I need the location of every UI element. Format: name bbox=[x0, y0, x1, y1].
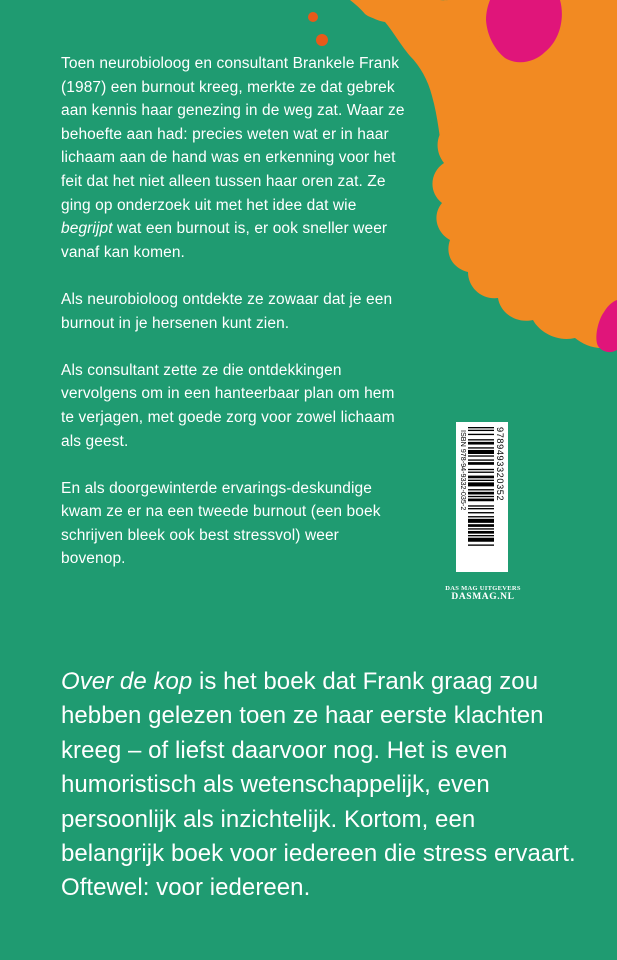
barcode-bar bbox=[468, 524, 494, 527]
blurb-p1-text-a: Toen neurobioloog en consultant Brankele Frank (1987) een burnout kreeg, merkte ze dat gebrek aan kennis haar genezing in de weg zat. Waar ze behoefte aan had: precies weten wat er in haar lichaam aan de hand was en erkenning voor het feit dat het niet alleen tussen haar oren zat. Ze ging op onderzoek uit met het idee dat wie bbox=[61, 55, 405, 214]
barcode-bar bbox=[468, 459, 494, 460]
barcode-bar bbox=[468, 476, 494, 479]
blurb-text bbox=[61, 52, 406, 595]
blurb-paragraph-4: En als doorgewinterde ervarings-deskundige kwam ze er na een tweede burnout (een boek schrijven bleek ook best stressvol) weer bovenop. bbox=[61, 479, 381, 568]
barcode-bar bbox=[468, 505, 494, 506]
orange-dots bbox=[308, 12, 328, 46]
barcode-bar bbox=[468, 492, 494, 495]
barcode-bar bbox=[468, 450, 494, 454]
barcode-bar bbox=[468, 430, 494, 431]
barcode-bar bbox=[468, 489, 494, 490]
barcode-bar bbox=[468, 496, 494, 497]
blurb-p1-emphasis: begrijpt bbox=[61, 220, 113, 238]
barcode-bar bbox=[468, 499, 494, 502]
barcode-bar bbox=[468, 434, 494, 435]
barcode-bar bbox=[468, 538, 494, 542]
publisher-mark bbox=[440, 585, 526, 602]
barcode-digits: 9789493320352 bbox=[495, 427, 505, 502]
barcode-bar bbox=[468, 531, 494, 534]
barcode-bar bbox=[468, 472, 494, 473]
barcode-bar bbox=[468, 455, 494, 456]
barcode-bar bbox=[468, 535, 494, 536]
barcode-bar bbox=[468, 462, 494, 465]
barcode-isbn-label: ISBN 978-94-9332-035-2 bbox=[459, 430, 468, 511]
blurb-paragraph-1 bbox=[61, 52, 406, 264]
book-title: Over de kop bbox=[61, 668, 193, 695]
isbn-barcode bbox=[456, 422, 508, 582]
barcode-bar bbox=[468, 469, 494, 470]
barcode-bar bbox=[468, 442, 494, 445]
summary-body: is het boek dat Frank graag zou hebben gelezen toen ze haar eerste klachten kreeg – of liefst daarvoor nog. Het is even humoristisch als wetenschappelijk, even persoonlijk als inzichtelijk. Kortom, een belangrijk boek voor iedereen die stress ervaart. Oftewel: voor iedereen. bbox=[61, 668, 576, 902]
barcode-bar bbox=[468, 508, 494, 509]
blurb-paragraph-3: Als consultant zette ze die ontdekkingen vervolgens om in een hanteerbaar plan om hem te verjagen, met goede zorg voor zowel lichaam als geest. bbox=[61, 361, 395, 450]
barcode-bar bbox=[468, 480, 494, 481]
barcode-bar bbox=[468, 447, 494, 448]
publisher-url: DASMAG.NL bbox=[451, 592, 515, 602]
barcode-bar bbox=[468, 519, 494, 523]
barcode-bar bbox=[468, 427, 494, 428]
barcode-bar bbox=[468, 544, 494, 545]
blurb-paragraph-2: Als neurobioloog ontdekte ze zowaar dat je een burnout in je hersenen kunt zien. bbox=[61, 290, 393, 332]
publisher-name: DAS MAG UITGEVERS bbox=[445, 585, 521, 592]
barcode-bar bbox=[468, 512, 494, 513]
barcode-bar bbox=[468, 482, 494, 486]
barcode-bar bbox=[468, 439, 494, 440]
barcode-bars bbox=[468, 427, 494, 546]
summary-text bbox=[61, 665, 581, 906]
blurb-p1-text-b: wat een burnout is, er ook sneller weer vanaf kan komen. bbox=[61, 220, 388, 261]
barcode-bar bbox=[468, 516, 494, 517]
barcode-graphic bbox=[456, 422, 508, 572]
barcode-bar bbox=[468, 528, 494, 529]
